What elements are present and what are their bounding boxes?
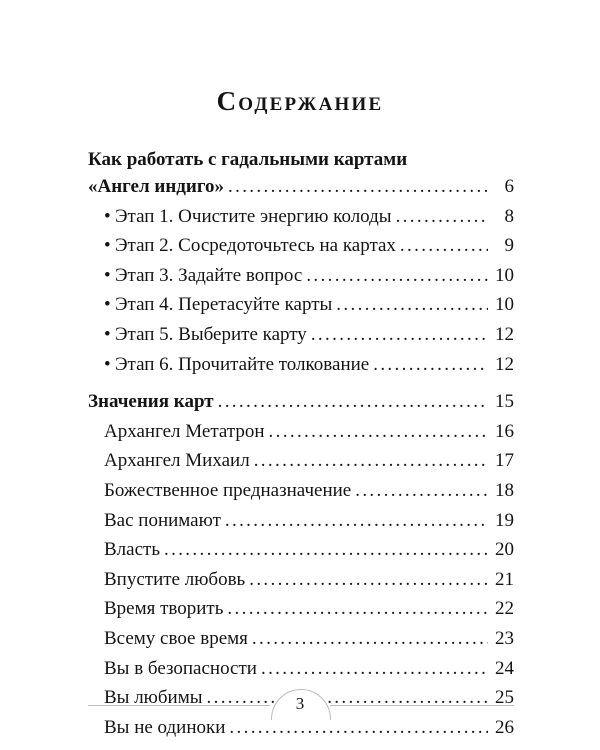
toc-entry: [88, 202, 514, 232]
dot-leader: [164, 535, 488, 565]
toc-page-number: 16: [495, 420, 514, 442]
toc-entry-label: Этап 6. Прочитайте толкование: [115, 353, 370, 375]
toc-entry-label: Всему свое время: [104, 627, 248, 649]
toc-page-number: 24: [495, 657, 514, 679]
dot-leader: [225, 506, 488, 536]
toc-entry-label: Власть: [104, 539, 160, 561]
dot-leader: [269, 417, 488, 447]
toc-entry-label: Вы в безопасности: [104, 657, 257, 679]
table-of-contents: [88, 148, 514, 742]
toc-entry: [88, 654, 514, 684]
toc-entry-label: Этап 5. Выберите карту: [115, 323, 307, 345]
dot-leader: [396, 202, 488, 232]
dot-leader: [373, 350, 488, 380]
toc-entry: [88, 476, 514, 506]
toc-page-number: 8: [504, 205, 514, 227]
toc-entry-label: Вы не одиноки: [104, 716, 226, 738]
dot-leader: [228, 172, 488, 202]
toc-page-number: 19: [495, 509, 514, 531]
toc-section-entry: [88, 172, 514, 202]
page-title: Содержание: [216, 86, 384, 116]
page-number: 3: [295, 694, 305, 713]
toc-entry: [88, 506, 514, 536]
toc-entry-label: Вас понимают: [104, 509, 221, 531]
toc-page-number: 12: [495, 353, 514, 375]
toc-page-number: 10: [495, 264, 514, 286]
toc-page-number: 22: [495, 598, 514, 620]
toc-entry: [88, 320, 514, 350]
toc-entry-label: Этап 4. Перетасуйте карты: [115, 294, 333, 316]
toc-entry: [88, 231, 514, 261]
toc-page-number: 21: [495, 568, 514, 590]
toc-entry: [88, 261, 514, 291]
dot-leader: [261, 654, 488, 684]
dot-leader: [254, 446, 488, 476]
toc-page-number: 23: [495, 627, 514, 649]
toc-section-title: Значения карт: [88, 391, 214, 413]
dot-leader: [252, 624, 488, 654]
toc-entry-label: Время творить: [104, 598, 224, 620]
bullet: •: [104, 294, 111, 316]
toc-entry-label: Архангел Михаил: [104, 450, 250, 472]
toc-entry: [88, 417, 514, 447]
toc-entry-label: Этап 2. Сосредоточьтесь на картах: [115, 235, 396, 257]
toc-page-number: 12: [495, 323, 514, 345]
dot-leader: [249, 565, 488, 595]
toc-page-number: 25: [495, 687, 514, 709]
footer-rule-right: [330, 705, 514, 706]
toc-entry: [88, 290, 514, 320]
toc-entry-label: Впустите любовь: [104, 568, 246, 590]
bullet: •: [104, 353, 111, 375]
toc-section-title: «Ангел индиго»: [88, 176, 224, 197]
toc-page-number: 15: [495, 391, 514, 413]
toc-entry: [88, 350, 514, 380]
toc-entry: [88, 535, 514, 565]
toc-page-number: 26: [495, 716, 514, 738]
dot-leader: [207, 683, 489, 713]
toc-entry-label: Этап 1. Очистите энергию колоды: [115, 205, 392, 227]
toc-entry-label: Божественное предназначение: [104, 479, 352, 501]
dot-leader: [306, 261, 488, 291]
bullet: •: [104, 235, 111, 257]
bullet: •: [104, 323, 111, 345]
bullet: •: [104, 205, 111, 227]
toc-page-number: 17: [495, 450, 514, 472]
dot-leader: [336, 290, 488, 320]
toc-page-number: 20: [495, 539, 514, 561]
toc-entry-label: Архангел Метатрон: [104, 420, 265, 442]
dot-leader: [227, 594, 488, 624]
toc-entry: [88, 565, 514, 595]
dot-leader: [355, 476, 488, 506]
toc-entry: [88, 446, 514, 476]
toc-page-number: 10: [495, 294, 514, 316]
toc-section-heading: [88, 148, 514, 172]
toc-entry-label: Этап 3. Задайте вопрос: [115, 264, 303, 286]
toc-page-number: 6: [504, 176, 514, 197]
toc-entry: [88, 624, 514, 654]
toc-section-entry: [88, 387, 514, 417]
toc-entry-label: Вы любимы: [104, 687, 203, 709]
dot-leader: [229, 713, 488, 743]
dot-leader: [400, 231, 488, 261]
toc-entry: [88, 594, 514, 624]
dot-leader: [218, 387, 488, 417]
dot-leader: [311, 320, 488, 350]
toc-section-title: Как работать с гадальными картами: [88, 149, 408, 170]
toc-page-number: 9: [504, 235, 514, 257]
bullet: •: [104, 264, 111, 286]
footer-rule-left: [88, 705, 270, 706]
toc-page-number: 18: [495, 479, 514, 501]
